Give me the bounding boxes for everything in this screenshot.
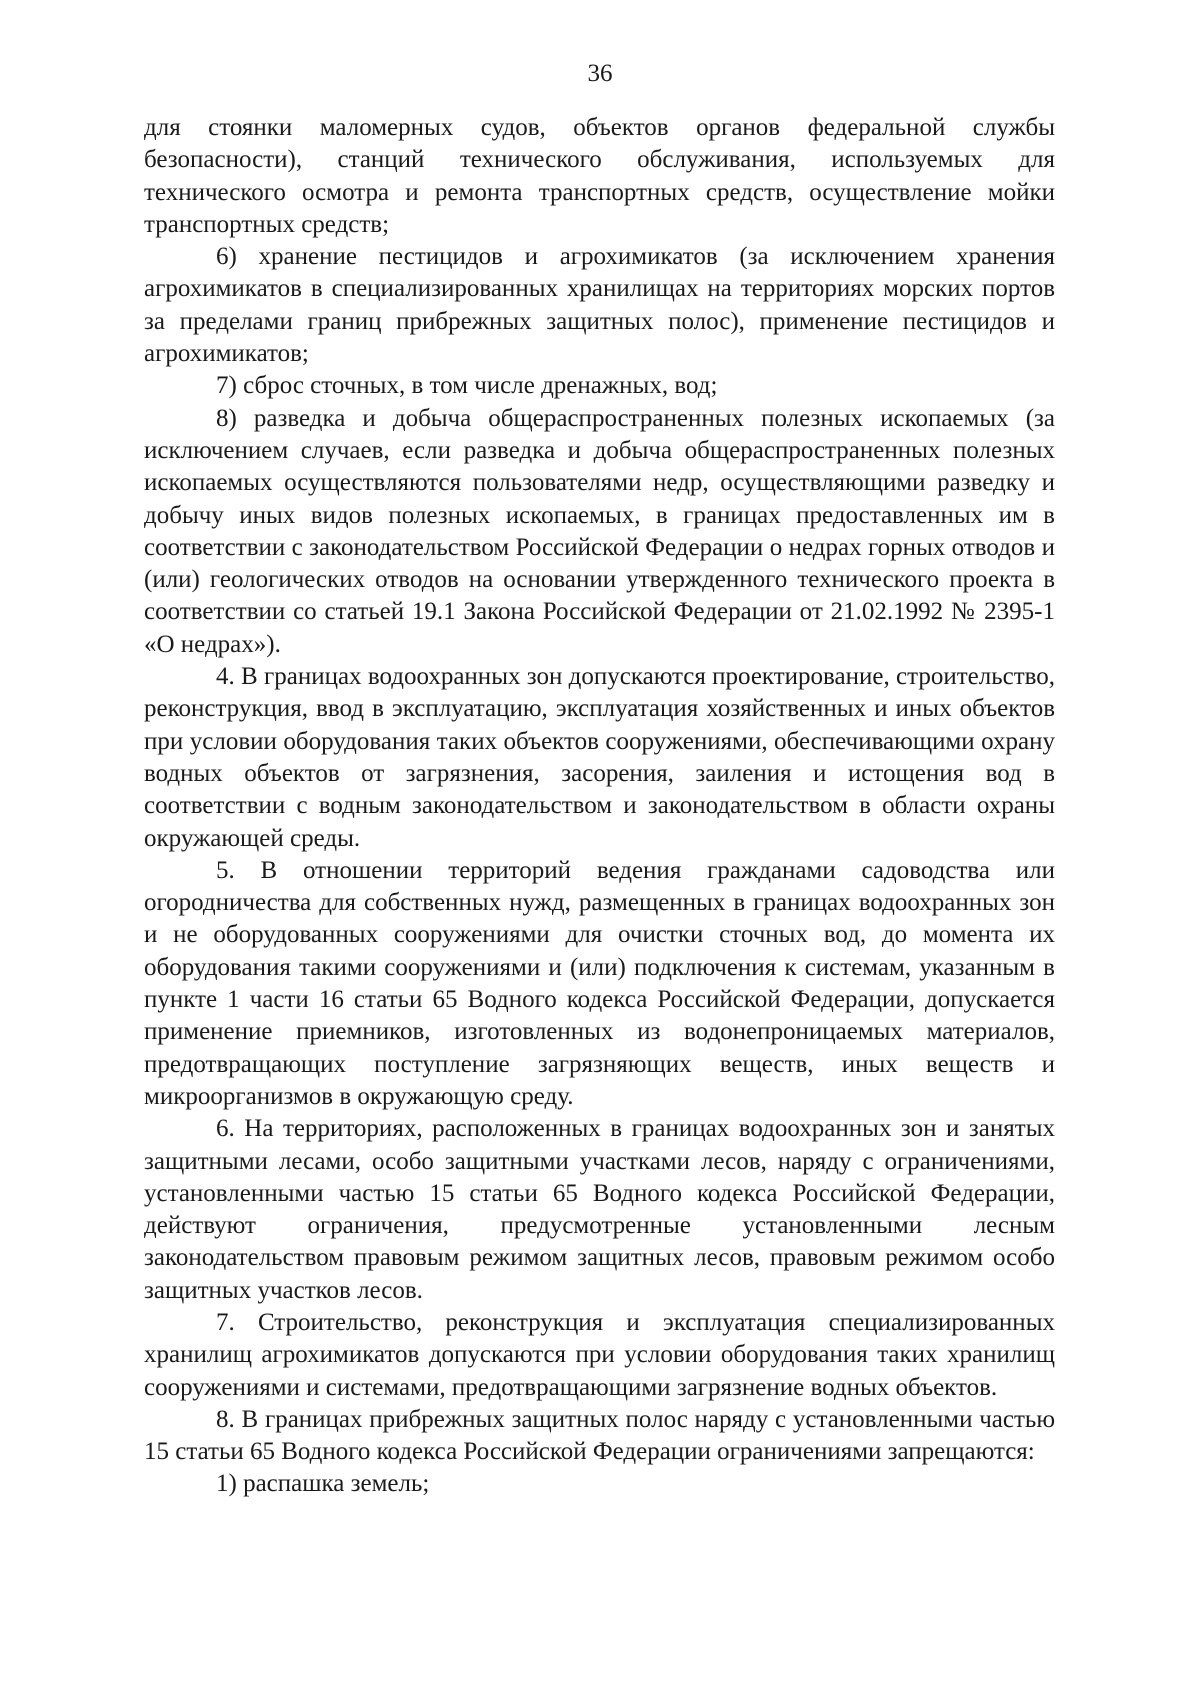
paragraph-section-5: 5. В отношении территорий ведения гражданами садоводства или огородничества для собственных нужд, размещенных в границах водоохранных зон и не оборудованных сооружениями для очистки сточных вод, до момента их оборудования такими сооружениями и (или) подключения к системам, указанным в пункте 1 части 16 статьи 65 Водного кодекса Российской Федерации, допускается применение приемников, изготовленных из водонепроницаемых материалов, предотвращающих поступление загрязняющих веществ, иных веществ и микроорганизмов в окружающую среду. (144, 856, 1055, 1110)
paragraph-section-8: 8. В границах прибрежных защитных полос наряду с установленными частью 15 статьи 65 Водного кодекса Российской Федерации ограничениями запрещаются: (144, 1405, 1055, 1466)
paragraph-section-7: 7. Строительство, реконструкция и эксплуатация специализированных хранилищ агрохимикатов допускаются при условии оборудования таких хранилищ сооружениями и системами, предотвращающими загрязнение водных объектов. (144, 1308, 1055, 1401)
paragraph-item-1: 1) распашка земель; (216, 1470, 430, 1498)
paragraph-section-6: 6. На территориях, расположенных в границах водоохранных зон и занятых защитными лесами, особо защитными участками лесов, наряду с ограничениями, установленными частью 15 статьи 65 Водного кодекса Российской Федерации, действуют ограничения, предусмотренные установленными лесным законодательством правовым режимом защитных лесов, правовым режимом особо защитных участков лесов. (144, 1115, 1055, 1304)
page-number: 36 (587, 60, 613, 87)
paragraph-continuation: для стоянки маломерных судов, объектов органов федеральной службы безопасности), станций технического обслуживания, используемых для технического осмотра и ремонта транспортных средств, осуществление мойки транспортных средств; (144, 114, 1055, 238)
paragraph-item-6: 6) хранение пестицидов и агрохимикатов (за исключением хранения агрохимикатов в специализированных хранилищах на территориях морских портов за пределами границ прибрежных защитных полос), применение пестицидов и агрохимикатов; (144, 243, 1055, 368)
paragraph-item-8: 8) разведка и добыча общераспространенных полезных ископаемых (за исключением случаев, если разведка и добыча общераспространенных полезных ископаемых осуществляются пользователями недр, осуществляющими разведку и добычу иных видов полезных ископаемых, в границах предоставленных им в соответствии с законодательством Российской Федерации о недрах горных отводов и (или) геологических отводов на основании утвержденного технического проекта в соответствии со статьей 19.1 Закона Российской Федерации от 21.02.1992 № 2395-1 «О недрах»). (144, 404, 1055, 658)
paragraph-section-4: 4. В границах водоохранных зон допускаются проектирование, строительство, реконструкция, ввод в эксплуатацию, эксплуатация хозяйственных и иных объектов при условии оборудования таких объектов сооружениями, обеспечивающими охрану водных объектов от загрязнения, засорения, заиления и истощения вод в соответствии с водным законодательством и законодательством в области охраны окружающей среды. (144, 663, 1055, 852)
paragraph-item-7: 7) сброс сточных, в том числе дренажных, вод; (216, 372, 718, 400)
document-body (144, 112, 1055, 1501)
